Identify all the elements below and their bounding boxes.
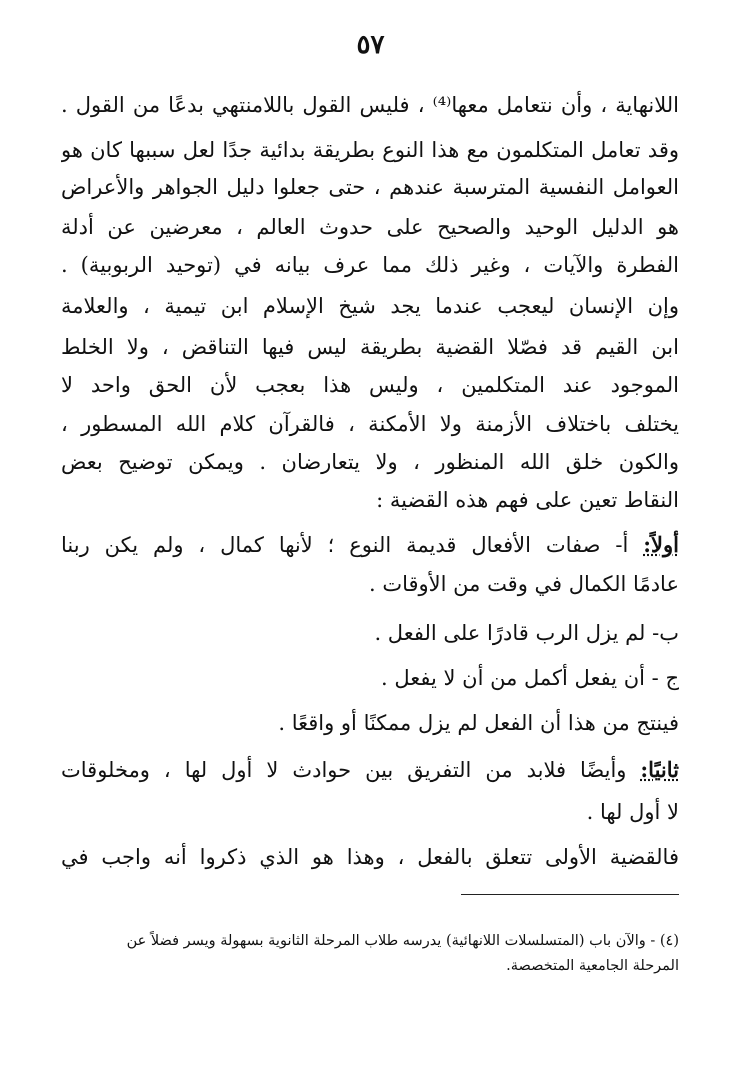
second-point-line-2: لا أول لها . [586,800,679,824]
paragraph2-line-6: النقاط تعين على فهم هذه القضية : [376,488,679,512]
paragraph2-line-4: يختلف باختلاف الأزمنة ولا الأمكنة ، فالقرآن كلام الله المسطور ، [61,412,679,436]
second-point-label: ثانيًا: [640,757,679,782]
second-point-line-1 [61,755,679,785]
paragraph1-line-2: وقد تعامل المتكلمون مع هذا النوع بطريقة بدائية جدًا لعل سببها كان هو [61,138,679,162]
paragraph1-line-5: الفطرة والآيات ، وغير ذلك مما عرف بيانه في (توحيد الربوبية) . [61,253,679,277]
page-number: ٥٧ [356,30,385,60]
second-point-text: وأيضًا فلابد من التفريق بين حوادث لا أول لها ، ومخلوقات [61,758,641,782]
paragraph1-line-1: اللانهاية ، وأن نتعامل معها⁽⁴⁾ ، فليس القول باللامنتهي بدعًا من القول . [61,93,679,117]
footnote-line-1: (٤) - والآن باب (المتسلسلات اللانهائية) يدرسه طلاب المرحلة الثانوية بسهولة ويسر فضلاً عن [126,933,679,949]
footnote-divider [461,894,679,895]
paragraph2-line-3: الموجود عند المتكلمين ، وليس هذا بعجب لأن الحق واحد لا [61,373,679,397]
item-c: ج - أن يفعل أكمل من أن لا يفعل . [380,666,679,690]
first-point-text: أ- صفات الأفعال قديمة النوع ؛ لأنها كمال ، ولم يكن ربنا [61,533,644,557]
paragraph2-line-1: وإن الإنسان ليعجب عندما يجد شيخ الإسلام ابن تيمية ، والعلامة [61,294,679,318]
paragraph1-line-4: هو الدليل الوحيد والصحيح على حدوث العالم ، معرضين عن أدلة [61,215,679,239]
first-point-line-2: عادمًا الكمال في وقت من الأوقات . [368,572,679,596]
footnote-line-2: المرحلة الجامعية المتخصصة. [506,958,679,974]
paragraph1-line-3: العوامل النفسية المترسبة عندهم ، حتى جعلوا دليل الجواهر والأعراض [61,175,679,199]
first-point-line-1 [61,530,679,560]
item-b: ب- لم يزل الرب قادرًا على الفعل . [374,621,679,645]
paragraph2-line-2: ابن القيم قد فصّلا القضية بطريقة ليس فيها التناقض ، ولا الخلط [61,335,679,359]
last-line: فالقضية الأولى تتعلق بالفعل ، وهذا هو الذي ذكروا أنه واجب في [61,845,679,869]
first-point-label: أولاً: [643,532,679,557]
paragraph2-line-5: والكون خلق الله المنظور ، ولا يتعارضان . ويمكن توضيح بعض [61,450,679,474]
conclusion-line: فينتج من هذا أن الفعل لم يزل ممكنًا أو واقعًا . [278,711,679,735]
